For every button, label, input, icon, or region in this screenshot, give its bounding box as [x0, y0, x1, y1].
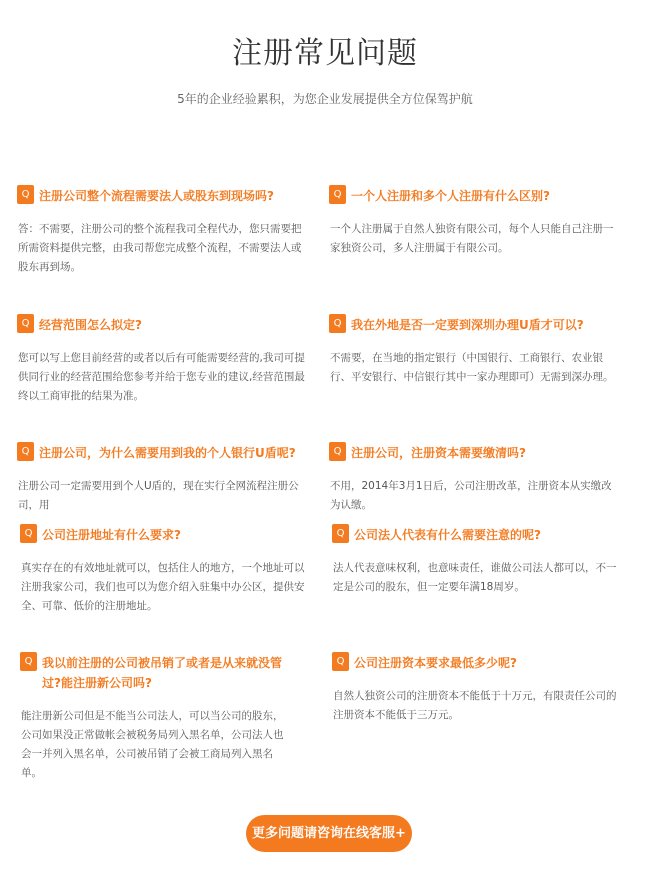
- faq-question: 经营范围怎么拟定?: [39, 318, 142, 332]
- question-icon: Q: [17, 185, 34, 204]
- faq-item: [332, 525, 624, 597]
- faq-item: [329, 443, 621, 515]
- faq-item: [20, 525, 312, 616]
- faq-question: 注册公司，注册资本需要缴清吗?: [351, 446, 526, 460]
- question-icon: Q: [329, 442, 346, 461]
- faq-answer: 自然人独资公司的注册资本不能低于十万元，有限责任公司的注册资本不能低于三万元。: [333, 690, 617, 721]
- faq-item: [329, 315, 621, 387]
- page-subtitle: 5年的企业经验累积，为您企业发展提供全方位保驾护航: [177, 92, 473, 106]
- faq-item: [329, 186, 621, 258]
- faq-question: 我以前注册的公司被吊销了或者是从来就没管过?能注册新公司吗?: [42, 656, 283, 690]
- faq-question: 公司注册地址有什么要求?: [42, 528, 181, 542]
- question-icon: Q: [20, 652, 37, 671]
- faq-item: [17, 443, 309, 511]
- question-icon: Q: [329, 185, 346, 204]
- faq-question: 公司法人代表有什么需要注意的呢?: [354, 528, 541, 542]
- question-icon: Q: [17, 442, 34, 461]
- faq-question: 注册公司整个流程需要法人或股东到现场吗?: [39, 189, 274, 203]
- faq-answer: 能注册新公司但是不能当公司法人，可以当公司的股东，公司如果没正常做帐会被税务局列入黑名单，公司法人也会一并列入黑名单，公司被吊销了会被工商局列入黑名单。: [21, 710, 284, 779]
- question-icon: Q: [332, 524, 349, 543]
- faq-answer: 您可以写上您目前经营的或者以后有可能需要经营的,我司可提供同行业的经营范围给您参考并给于您专业的建议,经营范围最终以工商审批的结果为准。: [18, 352, 305, 402]
- faq-question: 一个人注册和多个人注册有什么区别?: [351, 189, 550, 203]
- faq-item: [332, 653, 624, 725]
- faq-answer: 法人代表意味权利，也意味责任，谁做公司法人都可以，不一定是公司的股东，但一定要年满18周岁。: [333, 562, 617, 593]
- faq-answer: 不需要，在当地的指定银行（中国银行、工商银行、农业银行、平安银行、中信银行其中一家办理即可）无需到深办理。: [330, 352, 614, 383]
- faq-item: [17, 186, 309, 277]
- faq-answer: 真实存在的有效地址就可以，包括住人的地方，一个地址可以注册我家公司，我们也可以为您介绍入驻集中办公区，提供安全、可靠、低价的注册地址。: [21, 562, 305, 612]
- faq-answer: 答：不需要，注册公司的整个流程我司全程代办，您只需要把所需资料提供完整，由我司帮您完成整个流程，不需要法人或股东再到场。: [18, 223, 302, 273]
- faq-answer: 不用，2014年3月1日后，公司注册改革，注册资本从实缴改为认缴。: [330, 480, 612, 511]
- question-icon: Q: [20, 524, 37, 543]
- more-questions-button[interactable]: 更多问题请咨询在线客服+: [246, 815, 412, 852]
- question-icon: Q: [329, 314, 346, 333]
- question-icon: Q: [332, 652, 349, 671]
- faq-question: 公司注册资本要求最低多少呢?: [354, 656, 517, 670]
- faq-question: 注册公司，为什么需要用到我的个人银行U盾呢?: [39, 446, 296, 460]
- faq-question: 我在外地是否一定要到深圳办理U盾才可以?: [351, 318, 584, 332]
- faq-item: [20, 653, 290, 783]
- page-title: 注册常见问题: [232, 36, 418, 71]
- faq-answer: 注册公司一定需要用到个人U盾的，现在实行全网流程注册公司，用: [18, 480, 299, 511]
- faq-item: [17, 315, 309, 406]
- question-icon: Q: [17, 314, 34, 333]
- faq-answer: 一个人注册属于自然人独资有限公司，每个人只能自己注册一家独资公司，多人注册属于有限公司。: [330, 223, 614, 254]
